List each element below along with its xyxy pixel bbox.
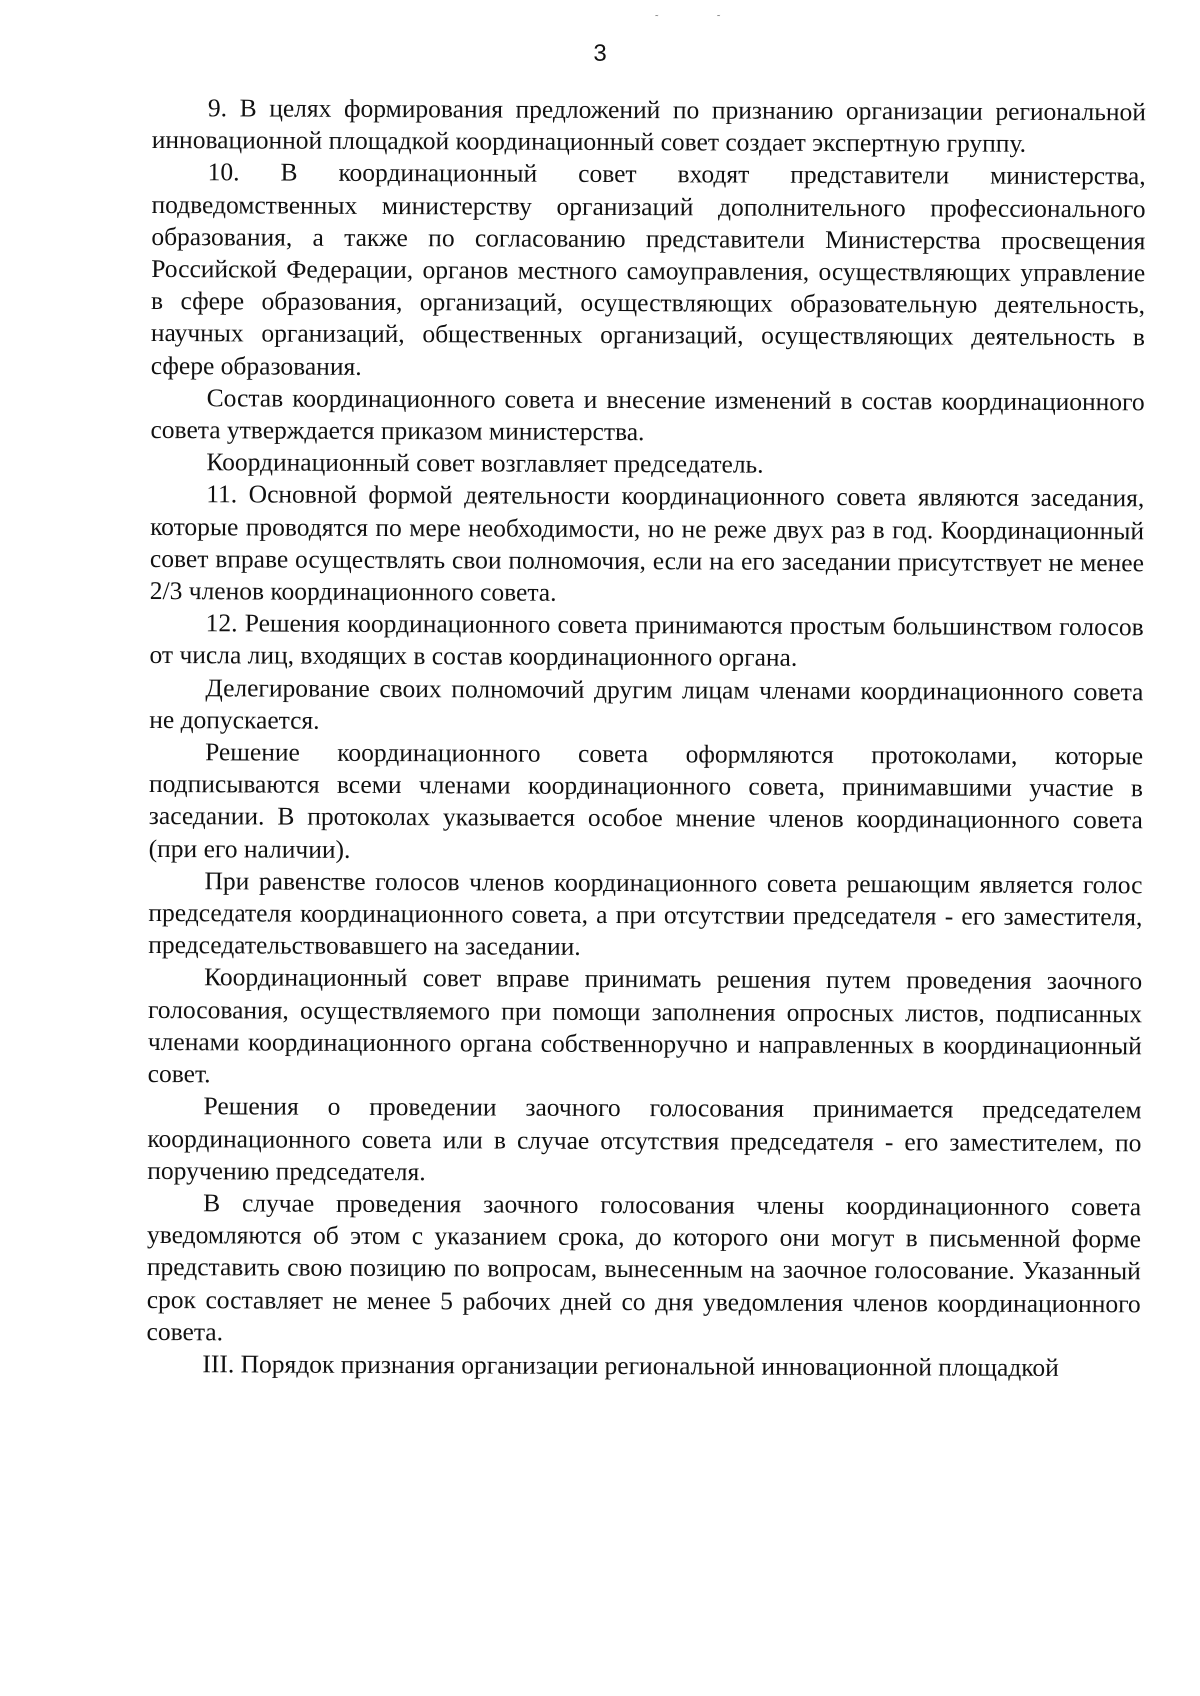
- section-heading-iii: III. Порядок признания организации региональной инновационной площадкой: [202, 1349, 1059, 1382]
- paragraph-item-12: 12. Решения координационного совета принимаются простым большинством голосов от числа лиц, входящих в состав координационного органа.: [149, 608, 1144, 673]
- paragraph-absentee-notice: В случае проведения заочного голосования члены координационного совета уведомляются об этом с указанием срока, до которого они могут в письменной форме представить свою позицию по вопросам, вынесенным на заочное голосование. Указанный срок составляет не менее 5 рабочих дней со дня уведомления членов координационного совета.: [146, 1188, 1142, 1347]
- paragraph-item-9: 9. В целях формирования предложений по признанию организации региональной инновационной площадкой координационный совет создает экспертную группу.: [151, 93, 1146, 159]
- paragraph-delegation: Делегирование своих полномочий другим лицам членами координационного совета не допускается.: [149, 672, 1144, 735]
- page-number: 3: [593, 40, 607, 67]
- paragraph-item-11: 11. Основной формой деятельности координационного совета являются заседания, которые проводятся по мере необходимости, но не реже двух раз в год. Координационный совет вправе осуществлять свои полномочия, если на его заседании присутствует не менее 2/3 членов координационного совета.: [149, 479, 1145, 607]
- document-body: [146, 92, 1146, 1384]
- paragraph-protocols: Решение координационного совета оформляются протоколами, которые подписываются всеми членами координационного совета, принимавшими участие в заседании. В протоколах указывается особое мнение членов координационного совета (при его наличии).: [148, 737, 1144, 864]
- paragraph-absentee-voting: Координационный совет вправе принимать решения путем проведения заочного голосования, осуществляемого при помощи заполнения опросных листов, подписанных членами координационного органа собственноручно и направленных в координационный совет.: [147, 962, 1143, 1089]
- paragraph-absentee-decision: Решения о проведении заочного голосования принимается председателем координационного совета или в случае отсутствия председателя - его заместителем, по поручению председателя.: [147, 1091, 1142, 1186]
- scan-artifact-marks: ˜ ˜: [655, 14, 749, 25]
- paragraph-item-10: 10. В координационный совет входят представители министерства, подведомственных министерству организаций дополнительного профессионального образования, а также по согласованию представители Министерства просвещения Российской Федерации, органов местного самоуправления, осуществляющих управление в сфере образования, организаций, осуществляющих образовательную деятельность, научных организаций, общественных организаций, осуществляющих деятельность в сфере образования.: [150, 157, 1146, 381]
- paragraph-tie-vote: При равенстве голосов членов координационного совета решающим является голос председателя координационного совета, а при отсутствии председателя - его заместителя, председательствовавшего на заседании.: [148, 866, 1143, 962]
- paragraph-council-composition: Состав координационного совета и внесение изменений в состав координационного совета утверждается приказом министерства.: [150, 383, 1145, 447]
- paragraph-council-chair: Координационный совет возглавляет председатель.: [206, 447, 764, 479]
